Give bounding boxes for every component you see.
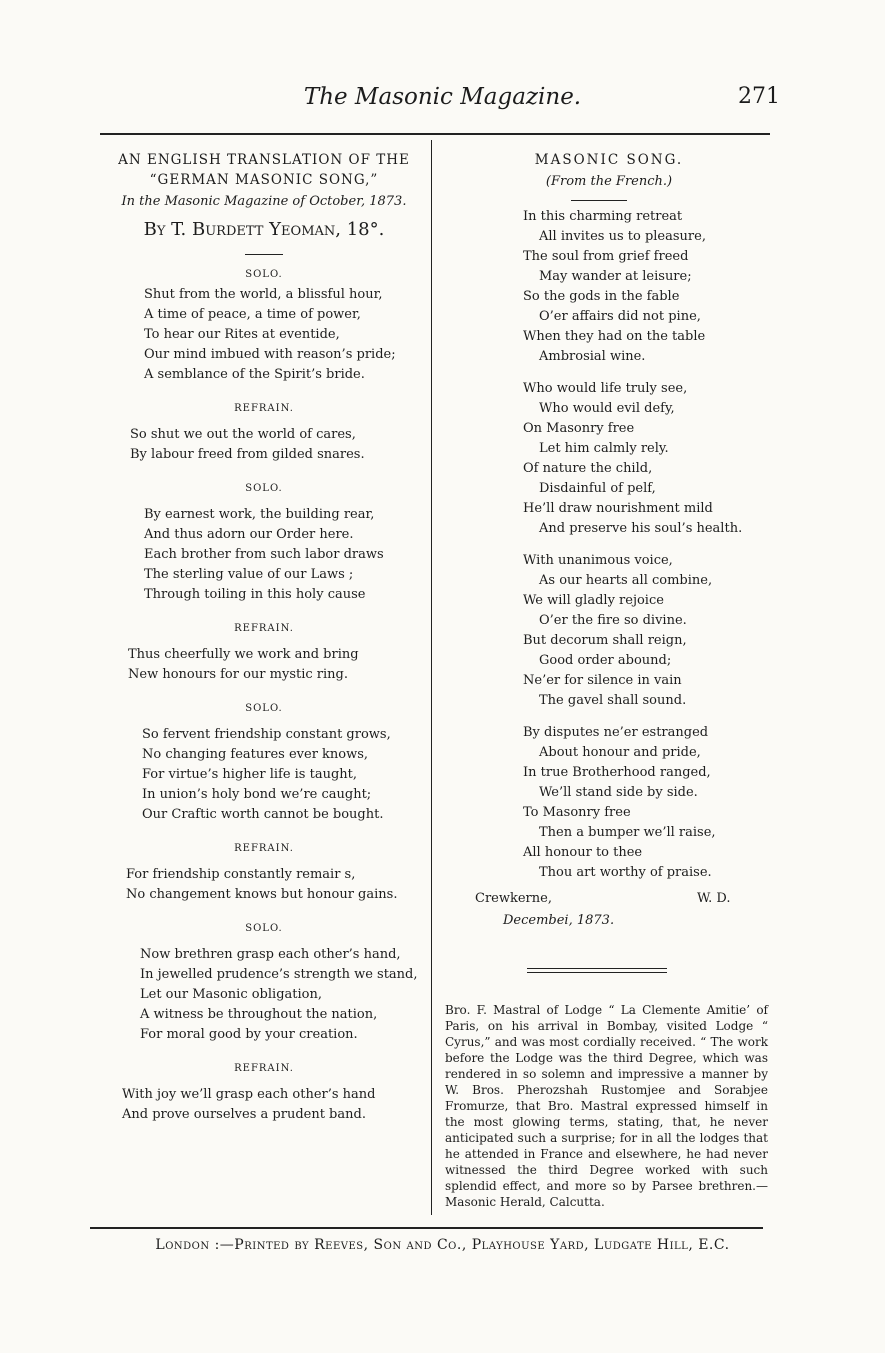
song-title: MASONIC SONG. [534,152,684,168]
verse-line: In jewelled prudence’s strength we stand, [140,967,418,982]
place: Crewkerne, [475,891,552,906]
verse-line: Our Craftic worth cannot be bought. [142,807,384,822]
verse-line: With joy we’ll grasp each other’s hand [122,1087,376,1102]
article-byline: By T. Burdett Yeoman, 18°. [143,219,385,240]
verse-line: O’er the fire so divine. [539,613,687,628]
song-stanza [523,207,773,367]
footer-rule [90,1227,763,1229]
short-rule [245,254,283,255]
verse-line: By disputes ne’er estranged [523,725,709,740]
stanza-label: REFRAIN. [234,1063,294,1074]
verse-line: Now brethren grasp each other’s hand, [140,947,401,962]
left-column [100,150,428,1125]
verse-line: Who would life truly see, [523,381,688,396]
verse-line: Shut from the world, a blissful hour, [144,287,383,302]
verse-line: We will gladly rejoice [523,593,664,608]
stanza-label: SOLO. [245,269,283,280]
verse-line: In union’s holy bond we’re caught; [142,787,372,802]
verse-line: New honours for our mystic ring. [128,667,348,682]
verse-line: Let him calmly rely. [539,441,669,456]
verse-line: Good order abound; [539,653,672,668]
verse-line: A time of peace, a time of power, [144,307,361,322]
double-rule-top [527,968,667,969]
article-title-line2: “GERMAN MASONIC SONG,” [149,172,379,188]
verse-line: Then a bumper we’ll raise, [539,825,716,840]
verse-line: Through toiling in this holy cause [144,587,366,602]
verse-line: Disdainful of pelf, [539,481,656,496]
stanza-label: SOLO. [245,703,283,714]
verse-line: The gavel shall sound. [539,693,687,708]
verse-line: Let our Masonic obligation, [140,987,322,1002]
stanza-label: SOLO. [245,923,283,934]
verse-line: About honour and pride, [539,745,701,760]
short-rule [571,200,627,201]
verse-line: When they had on the table [523,329,706,344]
verse-line: Thou art worthy of praise. [539,865,712,880]
lodge-note: Bro. F. Mastral of Lodge “ La Clemente Amitie’ of Paris, on his arrival in Bombay, visited Lodge “ Cyrus,” and was most cordially received. “ The work before the Lodge was the third Degree, which was rendered in so solemn and impressive a manner by W. Bros. Pherozshah Rustomjee and Sorabjee Fromurze, that Bro. Mastral expressed himself in the most glowing terms, stating, that, he never anticipated such a surprise; for in all the lodges that he attended in France and elsewhere, he had never witnessed the third Degree worked with such splendid effect, and more so by Parsee brethren.—Masonic Herald, Calcutta. [445,1003,768,1209]
song-subtitle: (From the French.) [545,174,673,189]
verse-line: Who would evil defy, [539,401,675,416]
verse-line: And prove ourselves a prudent band. [122,1107,366,1122]
verse-line: So shut we out the world of cares, [130,427,356,442]
verse-line: By earnest work, the building rear, [144,507,375,522]
article-title-line1: AN ENGLISH TRANSLATION OF THE [118,152,410,168]
verse-line: For friendship constantly remair s, [126,867,356,882]
signature-line [445,889,773,911]
verse-line: And thus adorn our Order here. [144,527,354,542]
verse-line: A witness be throughout the nation, [140,1007,378,1022]
stanza-label: REFRAIN. [234,403,294,414]
verse-line: For moral good by your creation. [140,1027,358,1042]
verse-line: Each brother from such labor draws [144,547,384,562]
verse-line: Our mind imbued with reason’s pride; [144,347,396,362]
song-stanzas [445,207,773,883]
stanza-label: REFRAIN. [234,843,294,854]
verse-line: But decorum shall reign, [523,633,687,648]
verse-line: On Masonry free [523,421,635,436]
verse-line: In this charming retreat [523,209,683,224]
verse-line: The soul from grief freed [523,249,689,264]
verse-line: For virtue’s higher life is taught, [142,767,358,782]
verse-line: No changing features ever knows, [142,747,369,762]
column-divider [431,140,432,1215]
verse-line: Ne’er for silence in vain [523,673,682,688]
verse-line: A semblance of the Spirit’s bride. [144,367,365,382]
verse-line: May wander at leisure; [539,269,692,284]
song-stanza [523,379,773,539]
verse-line: In true Brotherhood ranged, [523,765,711,780]
dateline: Decembei, 1873. [503,913,615,928]
verse-line: Of nature the child, [523,461,653,476]
verse-line: And preserve his soul’s health. [539,521,743,536]
verse-line: So fervent friendship constant grows, [142,727,391,742]
verse-line: To hear our Rites at eventide, [144,327,340,342]
page-number: 271 [738,84,780,109]
verse-line: As our hearts all combine, [539,573,713,588]
double-rule-bottom [527,972,667,973]
running-title: The Masonic Magazine. [303,84,582,110]
verse-line: All invites us to pleasure, [539,229,706,244]
verse-line: He’ll draw nourishment mild [523,501,713,516]
stanza-label: SOLO. [245,483,283,494]
verse-line: To Masonry free [523,805,631,820]
verse-line: All honour to thee [523,845,643,860]
verse-line: No changement knows but honour gains. [126,887,398,902]
verse-line: So the gods in the fable [523,289,680,304]
verse-line: We’ll stand side by side. [539,785,698,800]
left-stanzas [100,265,428,1125]
verse-line: The sterling value of our Laws ; [144,567,354,582]
printer-imprint: London :—Printed by Reeves, Son and Co., Playhouse Yard, Ludgate Hill, E.C. [155,1237,730,1253]
verse-line: By labour freed from gilded snares. [130,447,365,462]
song-stanza [523,551,773,711]
verse-line: O’er affairs did not pine, [539,309,701,324]
verse-line: Thus cheerfully we work and bring [128,647,359,662]
verse-line: With unanimous voice, [523,553,673,568]
right-column [445,150,773,931]
stanza-label: REFRAIN. [234,623,294,634]
verse-line: Ambrosial wine. [539,349,646,364]
signature: W. D. [697,891,731,906]
song-stanza [523,723,773,883]
article-source: In the Masonic Magazine of October, 1873. [121,194,407,209]
header-rule [100,133,770,135]
